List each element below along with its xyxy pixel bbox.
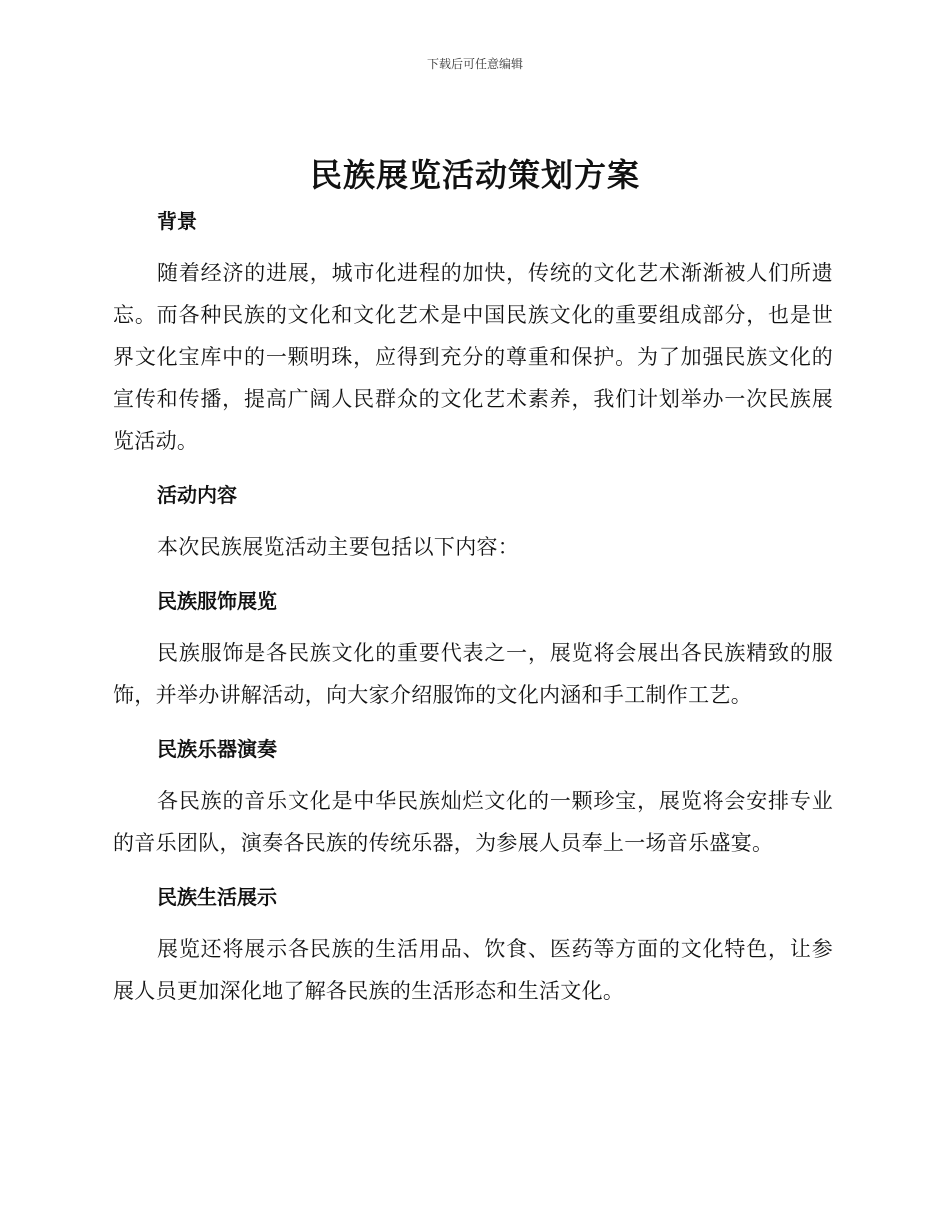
section-text-costume: 民族服饰是各民族文化的重要代表之一，展览将会展出各民族精致的服饰，并举办讲解活动，向大家介绍服饰的文化内涵和手工制作工艺。 bbox=[113, 641, 833, 707]
page-title: 民族展览活动策划方案 bbox=[309, 156, 640, 194]
section-heading-costume: 民族服饰展览 bbox=[157, 589, 277, 613]
section-heading-background: 背景 bbox=[157, 209, 197, 233]
section-heading-music: 民族乐器演奏 bbox=[157, 737, 277, 761]
document-body bbox=[113, 202, 833, 1012]
header-note: 下载后可任意编辑 bbox=[426, 57, 523, 71]
section-text-background: 随着经济的进展，城市化进程的加快，传统的文化艺术渐渐被人们所遗忘。而各种民族的文化和文化艺术是中国民族文化的重要组成部分，也是世界文化宝库中的一颗明珠，应得到充分的尊重和保护。为了加强民族文化的宣传和传播，提高广阔人民群众的文化艺术素养，我们计划举办一次民族展览活动。 bbox=[113, 261, 833, 453]
section-text-content: 本次民族展览活动主要包括以下内容： bbox=[157, 535, 520, 559]
section-text-music: 各民族的音乐文化是中华民族灿烂文化的一颗珍宝，展览将会安排专业的音乐团队，演奏各民族的传统乐器，为参展人员奉上一场音乐盛宴。 bbox=[113, 789, 833, 855]
section-heading-content: 活动内容 bbox=[157, 483, 237, 507]
section-text-life: 展览还将展示各民族的生活用品、饮食、医药等方面的文化特色，让参展人员更加深化地了解各民族的生活形态和生活文化。 bbox=[113, 937, 833, 1003]
section-heading-life: 民族生活展示 bbox=[157, 885, 277, 909]
